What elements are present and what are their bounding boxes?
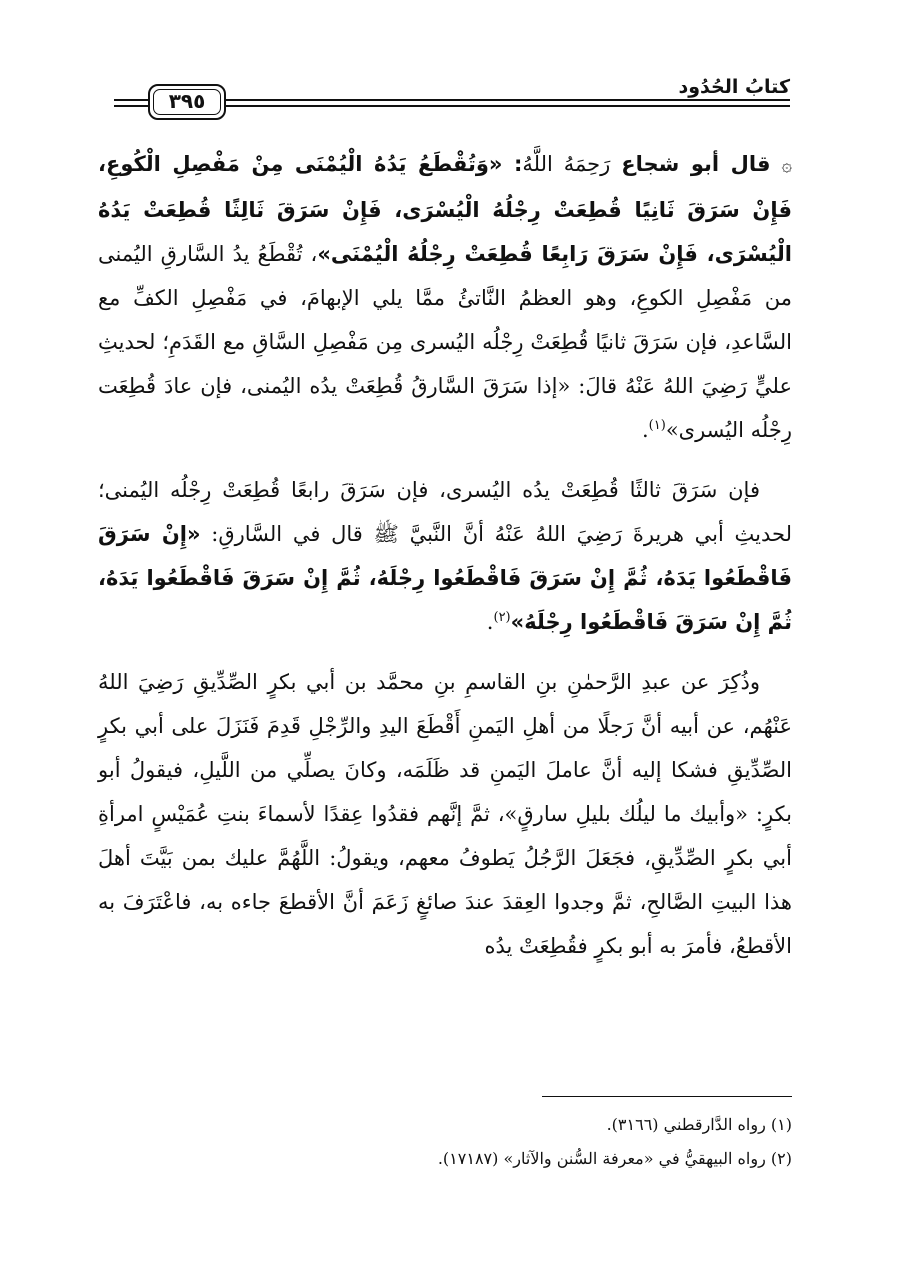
- header-rule: [114, 99, 148, 101]
- hadith-text: «إِنْ سَرَقَ فَاقْطَعُوا يَدَهُ، ثُمَّ إِنْ سَرَقَ فَاقْطَعُوا رِجْلَهُ، ثُمَّ إِنْ سَرَقَ فَاقْطَعُوا يَدَهُ، ثُمَّ إِنْ سَرَقَ فَاقْطَعُوا رِجْلَهُ»: [98, 522, 792, 634]
- paragraph-text: فإن سَرَقَ ثالثًا قُطِعَتْ يدُه اليُسرى، فإن سَرَقَ رابعًا قُطِعَتْ رِجْلُه اليُمنى؛ لحديثِ أبي هريرةَ رَضِيَ اللهُ عَنْهُ أنَّ النَّبيَّ ﷺ قال في السَّارقِ:: [98, 478, 792, 546]
- commentary-text: ، تُقْطَعُ يدُ السَّارقِ اليُمنى من مَفْصِلِ الكوعِ، وهو العظمُ النَّاتئُ ممَّا يلي الإبهامَ، في مَفْصِلِ الكفِّ مع السَّاعدِ، فإن سَرَقَ ثانيًا قُطِعَتْ رِجْلُه اليُسرى مِن مَفْصِلِ السَّاقِ مع القَدَمِ؛ لحديثِ عليٍّ رَضِيَ اللهُ عَنْهُ قالَ: «إذا سَرَقَ السَّارقُ قُطِعَتْ يدُه اليُمنى، فإن عادَ قُطِعَت رِجْلُه اليُسرى»: [98, 242, 792, 442]
- page-header: [100, 62, 790, 122]
- book-title: كتابُ الحُدُود: [678, 76, 790, 98]
- footnote-ref: (١): [648, 418, 666, 433]
- footnote-ref: (٢): [493, 610, 511, 625]
- honorific: رَحِمَهُ اللَّهُ: [522, 152, 611, 176]
- paragraph-3: [98, 660, 792, 968]
- main-text: [98, 142, 792, 984]
- sentence-end: .: [486, 610, 494, 634]
- footnote-1: (١) رواه الدَّارقطني (٣١٦٦).: [606, 1115, 792, 1134]
- footnote-separator: [542, 1096, 792, 1097]
- page-number: ٣٩٥: [168, 89, 206, 113]
- sentence-end: .: [641, 418, 649, 442]
- header-rule: [226, 105, 790, 107]
- paragraph-text: وذُكِرَ عن عبدِ الرَّحمٰنِ بنِ القاسمِ بنِ محمَّد بن أبي بكرٍ الصِّدِّيقِ رَضِيَ اللهُ عَنْهُم، عن أبيه أنَّ رَجلًا من أهلِ اليَمنِ أَقْطَعَ اليدِ والرِّجْلِ قَدِمَ فَنَزَلَ على أبي بكرٍ الصِّدِّيقِ فشكا إليه أنَّ عاملَ اليَمنِ قد ظَلَمَه، وكانَ يصلِّي من اللَّيلِ، فيقولُ أبو بكرٍ: «وأبيك ما ليلُك بليلِ سارقٍ»، ثمَّ إنَّهم فقدُوا عِقدًا لأسماءَ بنتِ عُمَيْسٍ امرأةِ أبي بكرٍ الصِّدِّيقِ، فجَعَلَ الرَّجُلُ يَطوفُ معهم، ويقولُ: اللَّهُمَّ عليك بمن بَيَّتَ أهلَ هذا البيتِ الصَّالحِ، ثمَّ وجدوا العِقدَ عندَ صائغٍ زَعَمَ أنَّ الأقطعَ جاءه به، فاعْتَرَفَ به الأقطعُ، فأمرَ به أبو بكرٍ فقُطِعَتْ يدُه: [98, 670, 792, 958]
- speaker-name: قال أبو شجاع: [621, 152, 771, 176]
- paragraph-2: [98, 468, 792, 644]
- footnote-2: (٢) رواه البيهقيُّ في «معرفة السُّنن والآثار» (١٧١٨٧).: [437, 1149, 792, 1168]
- page-number-frame: [148, 84, 226, 120]
- paragraph-1: [98, 142, 792, 452]
- matn-text: : «وَتُقْطَعُ يَدُهُ الْيُمْنَى مِنْ مَفْصِلِ الْكُوعِ، فَإِنْ سَرَقَ ثَانِيًا قُطِعَتْ رِجْلُهُ الْيُسْرَى، فَإِنْ سَرَقَ ثَالِثًا قُطِعَتْ يَدُهُ الْيُسْرَى، فَإِنْ سَرَقَ رَابِعًا قُطِعَتْ رِجْلُهُ الْيُمْنَى»: [98, 152, 792, 266]
- footnotes: [112, 1108, 792, 1176]
- header-rule: [114, 105, 148, 107]
- header-rule: [226, 99, 790, 101]
- ornament-icon: ۞: [781, 155, 792, 176]
